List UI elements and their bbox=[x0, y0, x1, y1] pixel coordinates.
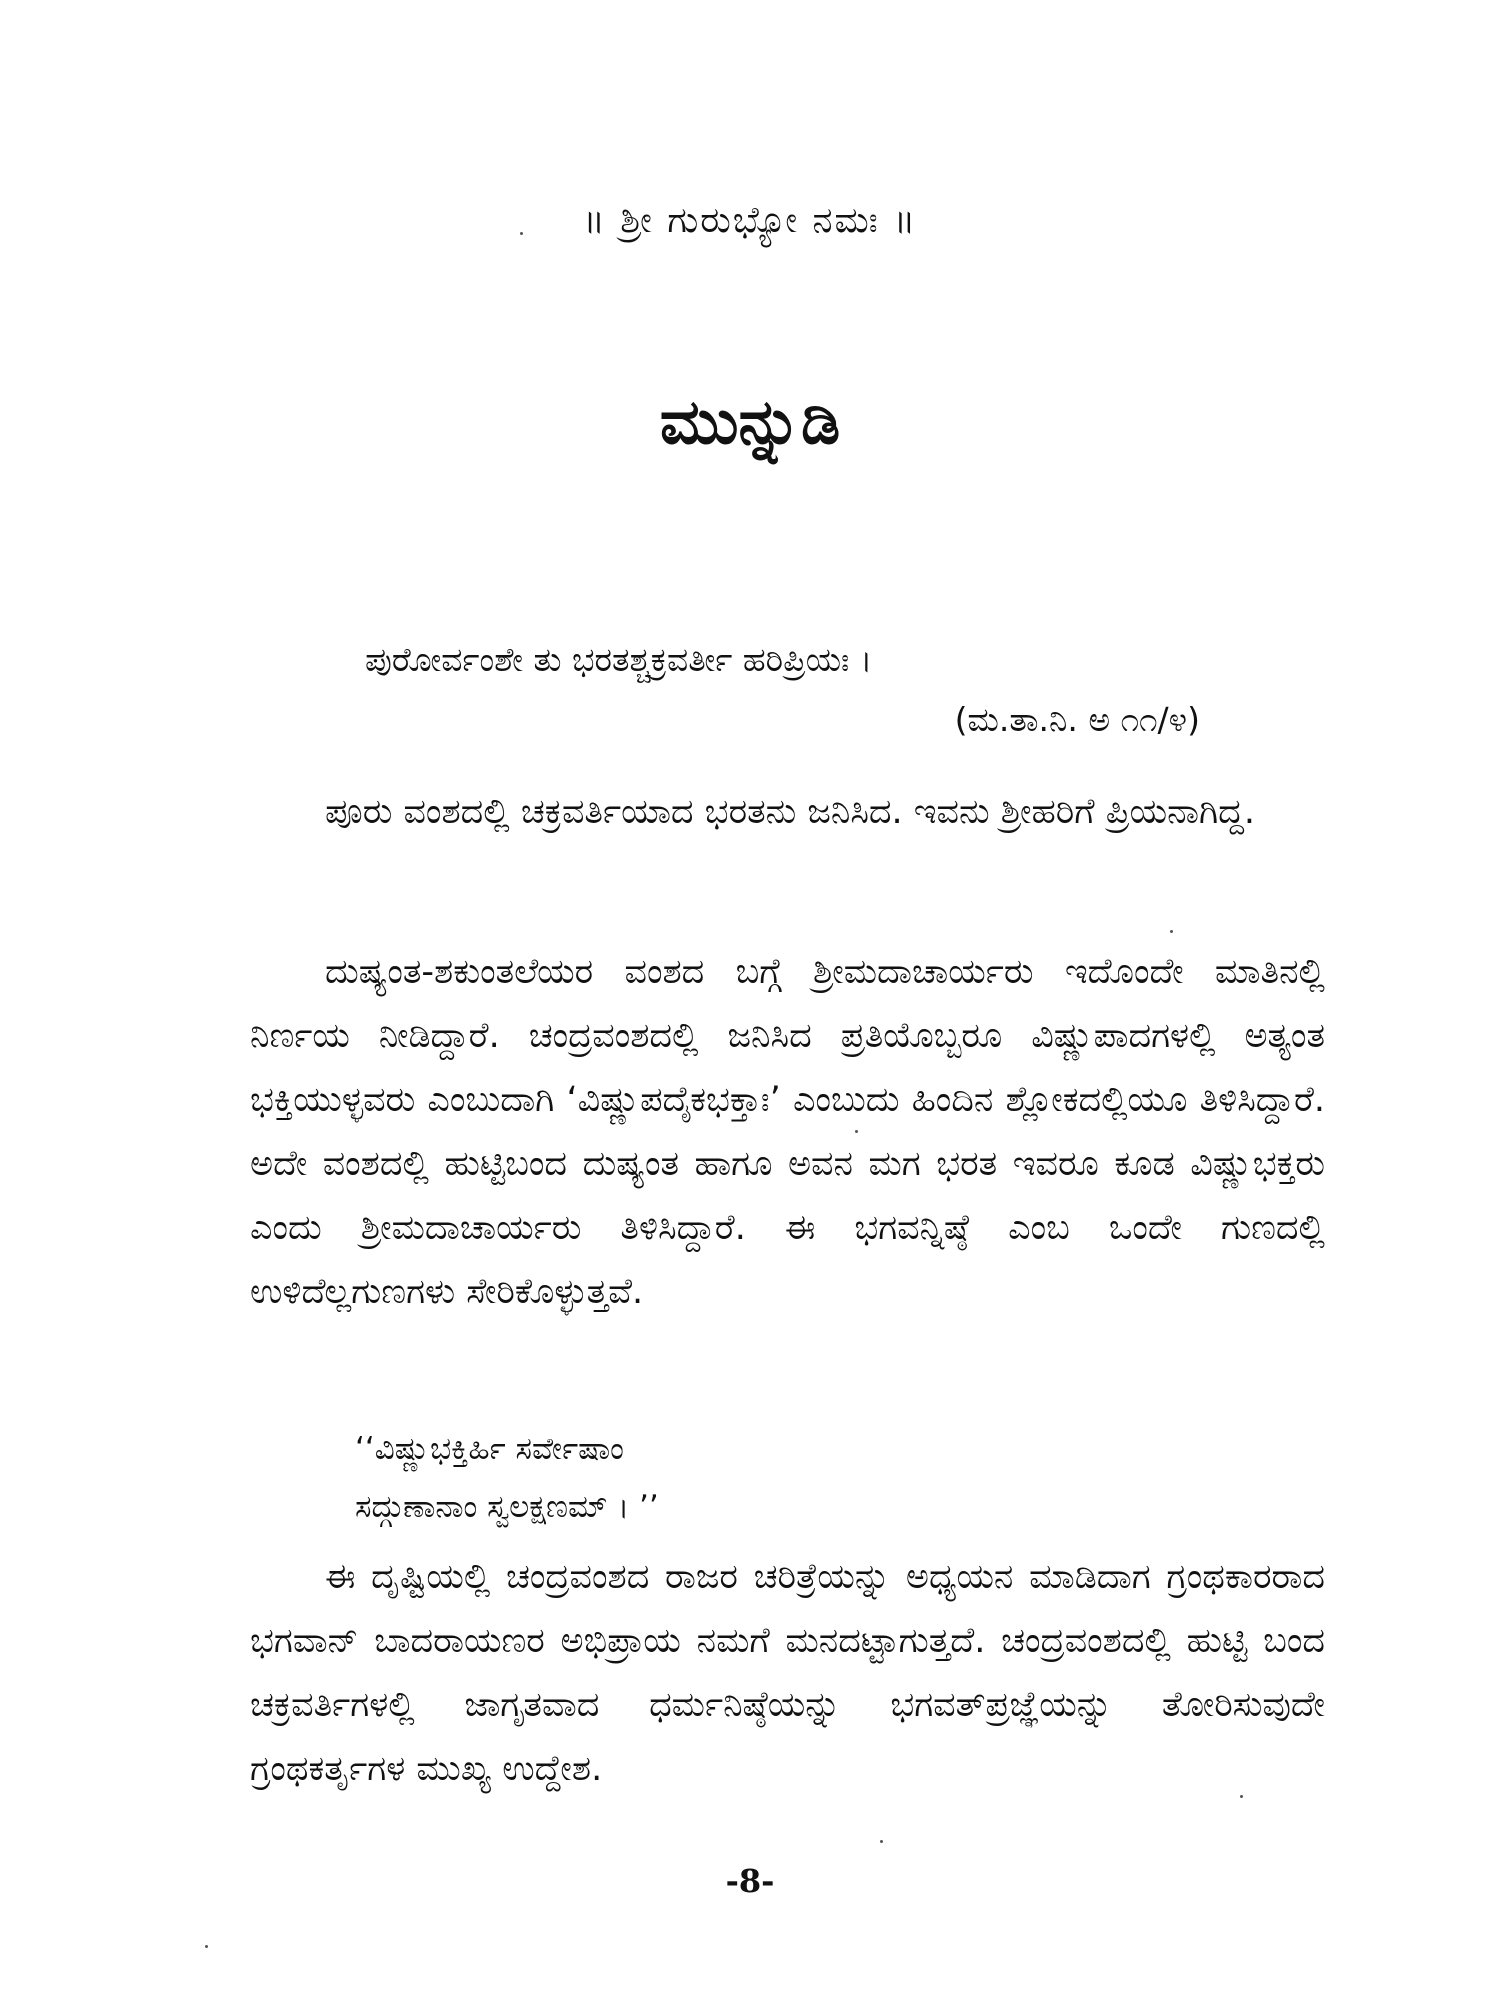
paragraph-3: ಈ ದೃಷ್ಟಿಯಲ್ಲಿ ಚಂದ್ರವಂಶದ ರಾಜರ ಚರಿತ್ರೆಯನ್ನು ಅಧ್ಯಯನ ಮಾಡಿದಾಗ ಗ್ರಂಥಕಾರರಾದ ಭಗವಾನ್ ಬಾದರಾಯಣರ ಅಭಿಪ್ರಾಯ ನಮಗೆ ಮನದಟ್ಟಾಗುತ್ತದೆ. ಚಂದ್ರವಂಶದಲ್ಲಿ ಹುಟ್ಟಿ ಬಂದ ಚಕ್ರವರ್ತಿಗಳಲ್ಲಿ ಜಾಗೃತವಾದ ಧರ್ಮನಿಷ್ಠೆಯನ್ನು ಭಗವತ್‌ಪ್ರಜ್ಞೆಯನ್ನು ತೋರಿಸುವುದೇ ಗ್ರಂಥಕರ್ತೃಗಳ ಮುಖ್ಯ ಉದ್ದೇಶ. bbox=[250, 1557, 1325, 1789]
scan-speck bbox=[880, 1840, 883, 1843]
quote-block bbox=[355, 1420, 659, 1536]
scan-speck bbox=[1240, 1795, 1243, 1798]
page-title: ಮುನ್ನುಡಿ bbox=[659, 385, 841, 458]
paragraph-1: ಪೂರು ವಂಶದಲ್ಲಿ ಚಕ್ರವರ್ತಿಯಾದ ಭರತನು ಜನಿಸಿದ. ಇವನು ಶ್ರೀಹರಿಗೆ ಪ್ರಿಯನಾಗಿದ್ದ. bbox=[325, 792, 1256, 832]
scan-speck bbox=[520, 232, 523, 235]
paragraph-2: ದುಷ್ಯಂತ-ಶಕುಂತಲೆಯರ ವಂಶದ ಬಗ್ಗೆ ಶ್ರೀಮದಾಚಾರ್ಯರು ಇದೊಂದೇ ಮಾತಿನಲ್ಲಿ ನಿರ್ಣಯ ನೀಡಿದ್ದಾರೆ. ಚಂದ್ರವಂಶದಲ್ಲಿ ಜನಿಸಿದ ಪ್ರತಿಯೊಬ್ಬರೂ ವಿಷ್ಣುಪಾದಗಳಲ್ಲಿ ಅತ್ಯಂತ ಭಕ್ತಿಯುಳ್ಳವರು ಎಂಬುದಾಗಿ ‘ವಿಷ್ಣುಪದೈಕಭಕ್ತಾಃ’ ಎಂಬುದು ಹಿಂದಿನ ಶ್ಲೋಕದಲ್ಲಿಯೂ ತಿಳಿಸಿದ್ದಾರೆ. ಅದೇ ವಂಶದಲ್ಲಿ ಹುಟ್ಟಿಬಂದ ದುಷ್ಯಂತ ಹಾಗೂ ಅವನ ಮಗ ಭರತ ಇವರೂ ಕೂಡ ವಿಷ್ಣುಭಕ್ತರು ಎಂದು ಶ್ರೀಮದಾಚಾರ್ಯರು ತಿಳಿಸಿದ್ದಾರೆ. ಈ ಭಗವನ್ನಿಷ್ಠೆ ಎಂಬ ಒಂದೇ ಗುಣದಲ್ಲಿ ಉಳಿದೆಲ್ಲಗುಣಗಳು ಸೇರಿಕೊಳ್ಳುತ್ತವೆ. bbox=[250, 952, 1325, 1312]
page-number: -8- bbox=[725, 1862, 775, 1900]
invocation-header: ॥ ಶ್ರೀ ಗುರುಭ್ಯೋ ನಮಃ ॥ bbox=[582, 200, 918, 241]
scan-speck bbox=[205, 1945, 208, 1948]
quote-line-1: ‘‘ವಿಷ್ಣುಭಕ್ತಿರ್ಹಿ ಸರ್ವೇಷಾಂ bbox=[355, 1431, 624, 1467]
quote-line-2: ಸದ್ಗುಣಾನಾಂ ಸ್ವಲಕ್ಷಣಮ್ । ’’ bbox=[355, 1489, 659, 1525]
verse-reference: (ಮ.ತಾ.ನಿ. ಅ ೧೧/೪) bbox=[954, 700, 1200, 739]
verse-line: ಪುರೋರ್ವಂಶೇ ತು ಭರತಶ್ಚಕ್ರವರ್ತೀ ಹರಿಪ್ರಿಯಃ । bbox=[365, 640, 873, 679]
scan-speck bbox=[1170, 930, 1173, 933]
scan-speck bbox=[855, 1130, 858, 1133]
